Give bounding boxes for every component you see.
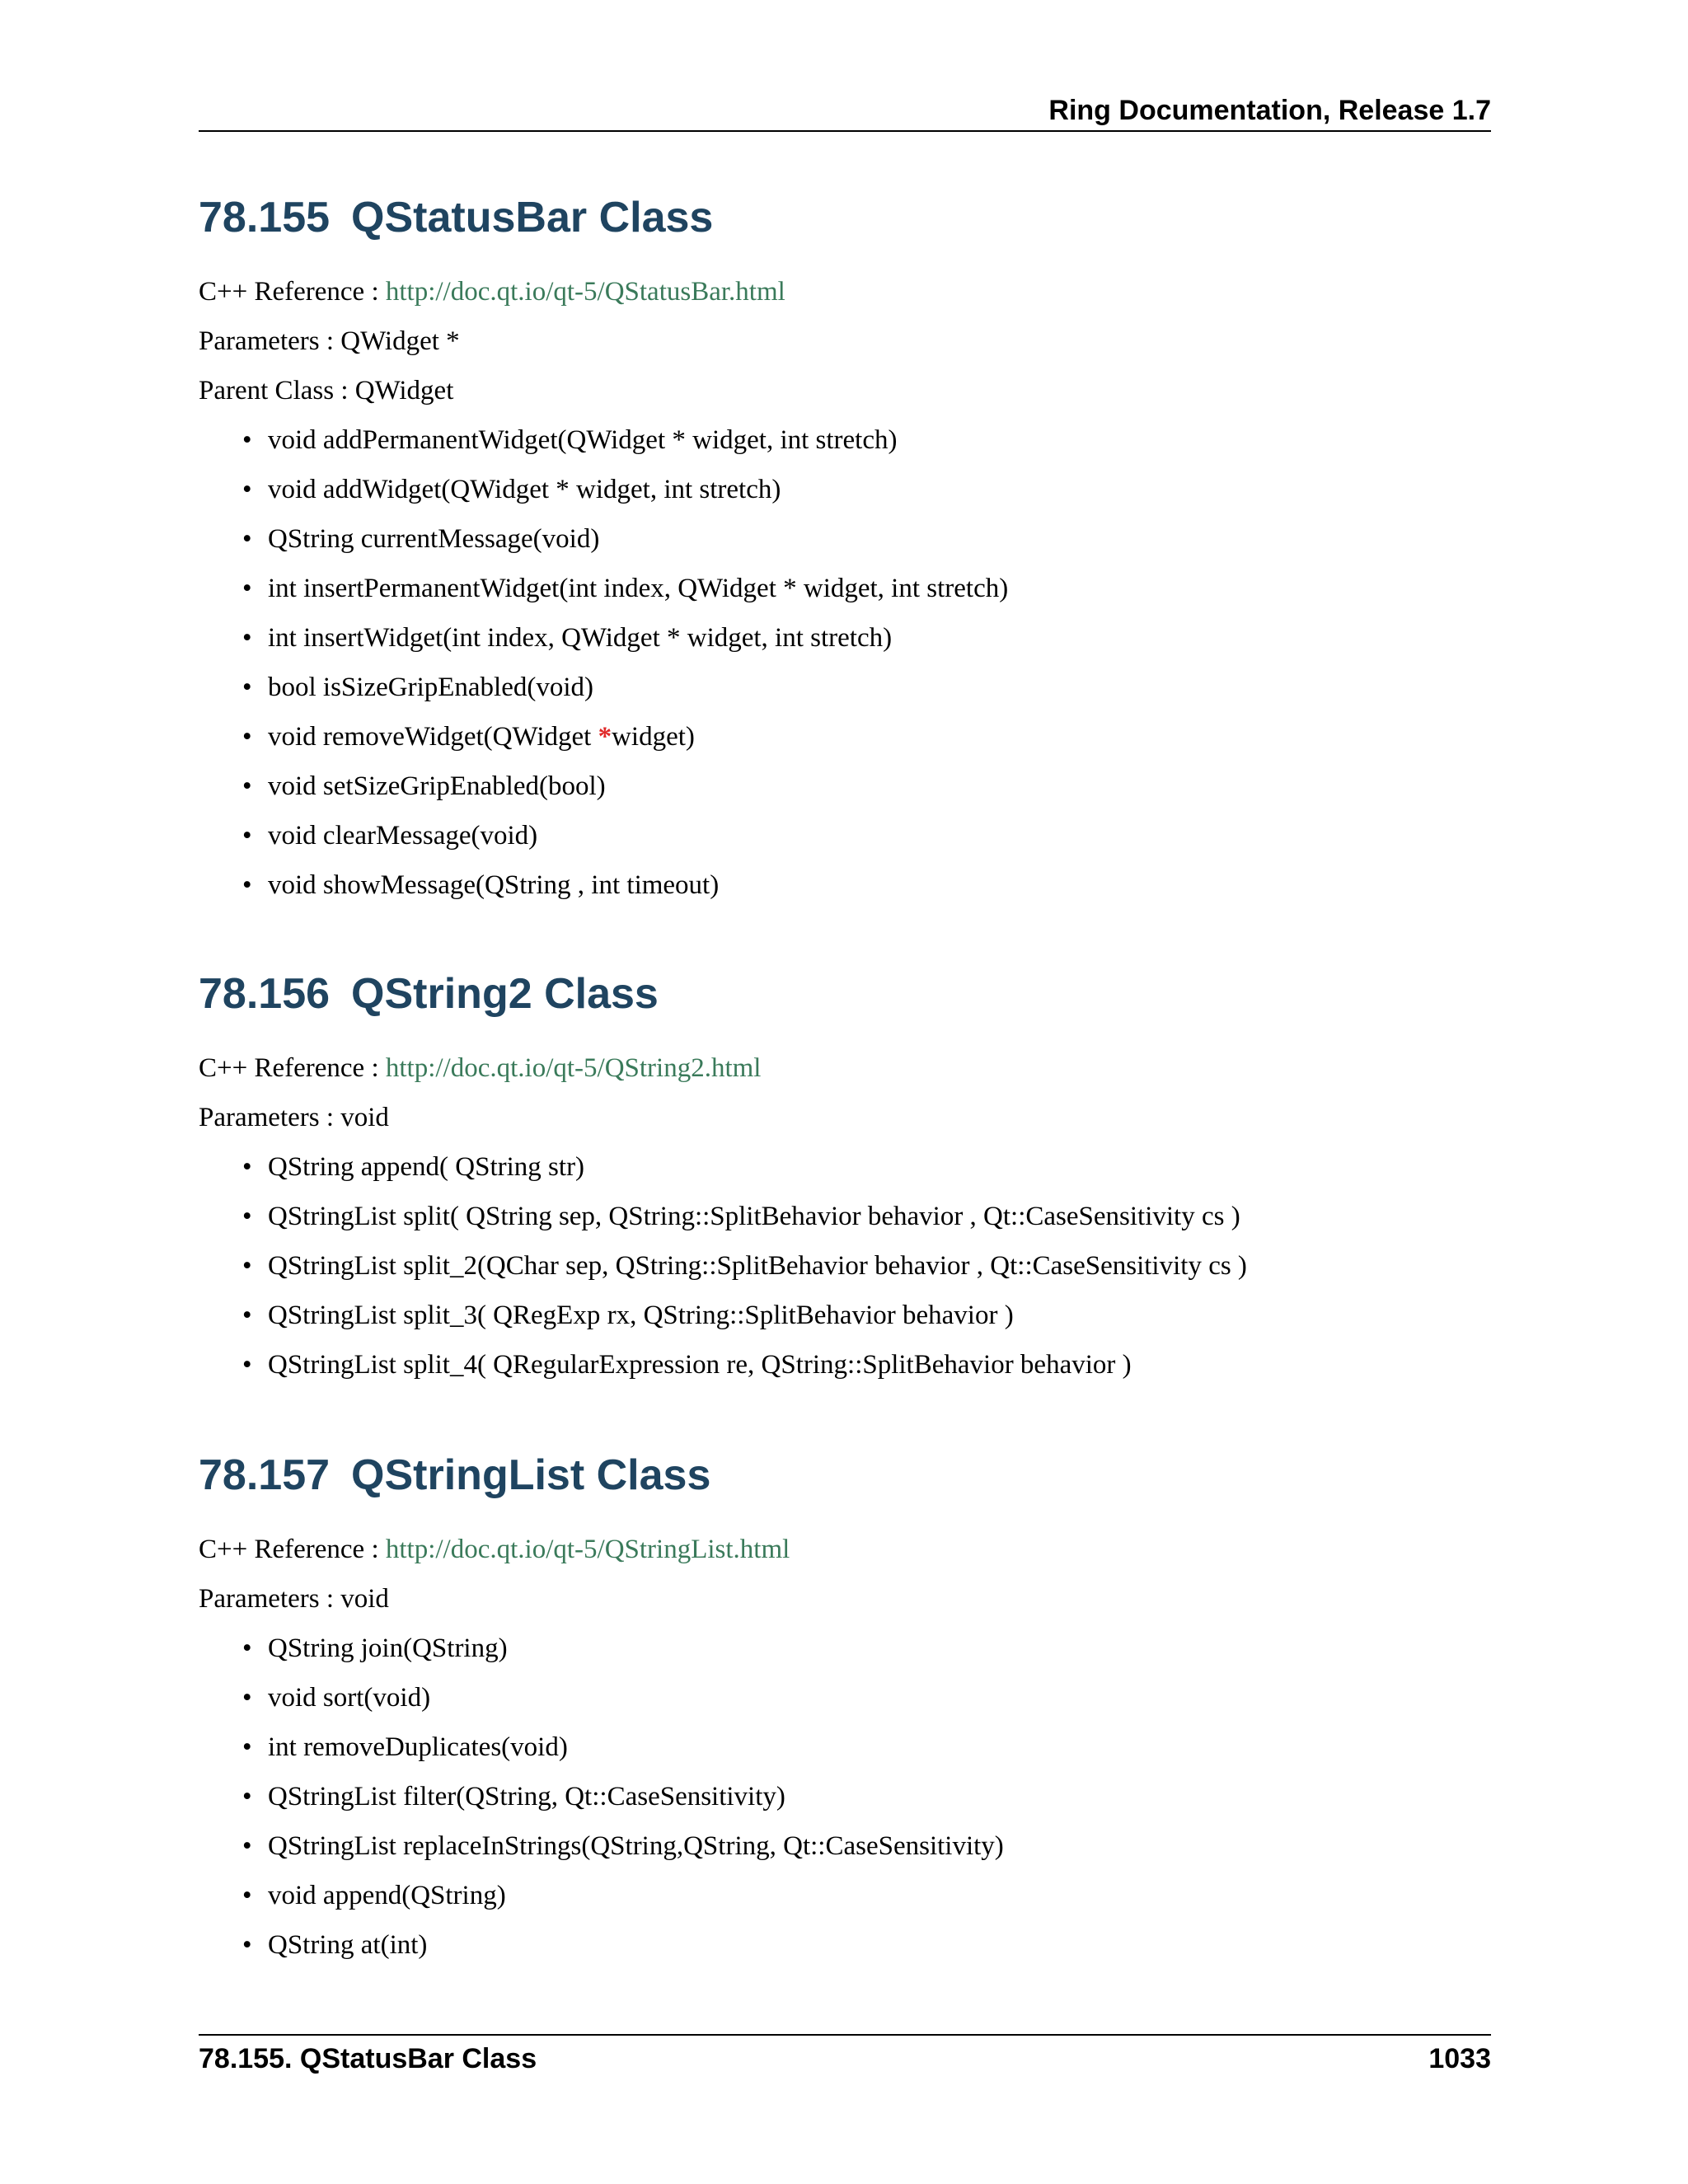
parameters: Parameters : void — [199, 1584, 389, 1614]
list-item — [242, 473, 1491, 523]
bullet-icon: • — [242, 1301, 252, 1330]
remove-widget-suffix: widget) — [612, 722, 695, 752]
list-item — [242, 1632, 1491, 1681]
cpp-reference — [199, 1052, 1491, 1101]
bullet-icon: • — [242, 673, 252, 702]
bullet-icon: • — [242, 722, 252, 752]
bullet-icon: • — [242, 1152, 252, 1182]
section-number: 78.155 — [199, 194, 331, 241]
bullet-icon: • — [242, 1881, 252, 1910]
document-page — [199, 0, 1491, 2184]
list-item — [242, 869, 1491, 918]
method-signature: QStringList split_4( QRegularExpression re, QString::SplitBehavior behavior ) — [268, 1350, 1132, 1380]
list-item — [242, 424, 1491, 473]
page-number: 1033 — [1428, 2043, 1491, 2074]
list-item — [242, 770, 1491, 819]
method-signature: void clearMessage(void) — [268, 821, 538, 851]
section-title-text: QStringList Class — [351, 1451, 711, 1499]
method-signature: void setSizeGripEnabled(bool) — [268, 771, 606, 801]
method-signature: QString append( QString str) — [268, 1152, 585, 1182]
section-title — [199, 191, 1491, 244]
parent-class: Parent Class : QWidget — [199, 376, 454, 405]
running-footer — [199, 2041, 1491, 2077]
list-item — [242, 819, 1491, 869]
parameters: Parameters : void — [199, 1103, 389, 1132]
section-title-text: QStatusBar Class — [351, 194, 714, 241]
bullet-icon: • — [242, 1251, 252, 1281]
cpp-reference-label: C++ Reference : — [199, 1053, 386, 1083]
list-item — [242, 1929, 1491, 1978]
remove-widget-prefix: void removeWidget(QWidget — [268, 722, 598, 752]
method-signature: void showMessage(QString , int timeout) — [268, 870, 720, 900]
list-item — [242, 523, 1491, 572]
cpp-reference-link[interactable]: http://doc.qt.io/qt-5/QStringList.html — [385, 1535, 790, 1564]
parameters: Parameters : QWidget * — [199, 326, 460, 356]
method-list — [199, 1151, 1491, 1398]
method-signature: void addPermanentWidget(QWidget * widget, int stretch) — [268, 425, 898, 455]
bullet-icon: • — [242, 425, 252, 455]
section-number: 78.156 — [199, 970, 331, 1018]
cpp-reference-label: C++ Reference : — [199, 1535, 386, 1564]
list-item — [242, 1879, 1491, 1929]
list-item — [242, 572, 1491, 621]
bullet-icon: • — [242, 574, 252, 603]
section-title-text: QString2 Class — [351, 970, 659, 1018]
method-signature: QStringList replaceInStrings(QString,QString, Qt::CaseSensitivity) — [268, 1831, 1004, 1861]
list-item — [242, 1780, 1491, 1830]
cpp-reference-link[interactable]: http://doc.qt.io/qt-5/QStatusBar.html — [385, 277, 785, 307]
bullet-icon: • — [242, 1732, 252, 1762]
bullet-icon: • — [242, 524, 252, 554]
method-signature-remove-widget — [268, 722, 695, 752]
method-signature: QString currentMessage(void) — [268, 524, 600, 554]
section-qstring2 — [199, 968, 1491, 1398]
section-title — [199, 1449, 1491, 1502]
method-signature: int insertWidget(int index, QWidget * widget, int stretch) — [268, 623, 893, 653]
list-item — [242, 1200, 1491, 1249]
list-item — [242, 1681, 1491, 1731]
list-item — [242, 1731, 1491, 1780]
bullet-icon: • — [242, 1930, 252, 1960]
method-signature: void addWidget(QWidget * widget, int stretch) — [268, 475, 781, 504]
section-qstringlist — [199, 1449, 1491, 1978]
list-item — [242, 720, 1491, 770]
method-signature: QString at(int) — [268, 1930, 428, 1960]
bullet-icon: • — [242, 1202, 252, 1231]
method-signature: QStringList split_2(QChar sep, QString::SplitBehavior behavior , Qt::CaseSensitivity cs ) — [268, 1251, 1247, 1281]
method-signature: void append(QString) — [268, 1881, 506, 1910]
list-item — [242, 1830, 1491, 1879]
cpp-reference — [199, 1533, 1491, 1582]
method-signature: QStringList split( QString sep, QString::SplitBehavior behavior , Qt::CaseSensitivity cs ) — [268, 1202, 1240, 1231]
bullet-icon: • — [242, 1683, 252, 1713]
list-item — [242, 671, 1491, 720]
bullet-icon: • — [242, 1633, 252, 1663]
method-signature: int insertPermanentWidget(int index, QWidget * widget, int stretch) — [268, 574, 1009, 603]
header-rule — [199, 130, 1491, 132]
bullet-icon: • — [242, 1350, 252, 1380]
method-list — [199, 1632, 1491, 1978]
list-item — [242, 1348, 1491, 1398]
cpp-reference — [199, 275, 1491, 325]
section-number: 78.157 — [199, 1451, 331, 1499]
bullet-icon: • — [242, 821, 252, 851]
section-title — [199, 968, 1491, 1020]
asterisk-icon: * — [598, 722, 612, 752]
method-signature: QStringList split_3( QRegExp rx, QString::SplitBehavior behavior ) — [268, 1301, 1014, 1330]
bullet-icon: • — [242, 870, 252, 900]
method-signature: void sort(void) — [268, 1683, 431, 1713]
cpp-reference-link[interactable]: http://doc.qt.io/qt-5/QString2.html — [385, 1053, 762, 1083]
section-qstatusbar — [199, 191, 1491, 918]
bullet-icon: • — [242, 1831, 252, 1861]
list-item — [242, 1299, 1491, 1348]
bullet-icon: • — [242, 623, 252, 653]
footer-section-title: 78.155. QStatusBar Class — [199, 2043, 537, 2074]
method-signature: QString join(QString) — [268, 1633, 508, 1663]
method-list — [199, 424, 1491, 918]
method-signature: bool isSizeGripEnabled(void) — [268, 673, 594, 702]
list-item — [242, 1151, 1491, 1200]
list-item — [242, 1249, 1491, 1299]
cpp-reference-label: C++ Reference : — [199, 277, 386, 307]
list-item — [242, 621, 1491, 671]
method-signature: QStringList filter(QString, Qt::CaseSensitivity) — [268, 1782, 785, 1811]
bullet-icon: • — [242, 1782, 252, 1811]
method-signature: int removeDuplicates(void) — [268, 1732, 568, 1762]
footer-rule — [199, 2034, 1491, 2036]
running-header: Ring Documentation, Release 1.7 — [1048, 95, 1491, 126]
bullet-icon: • — [242, 771, 252, 801]
bullet-icon: • — [242, 475, 252, 504]
